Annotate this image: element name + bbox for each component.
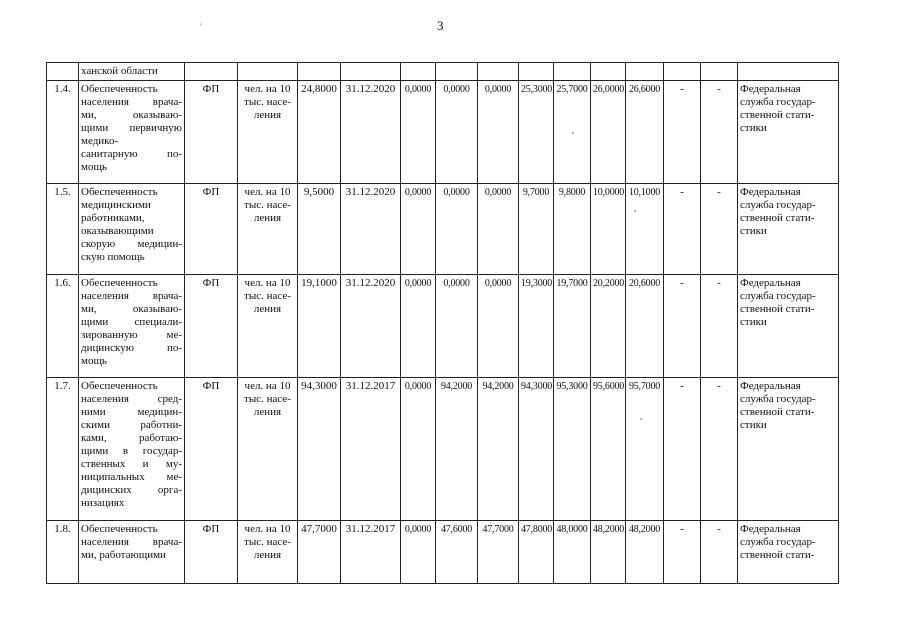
base-value: 19,1000 <box>298 275 341 378</box>
year-value: 48,2000 <box>626 521 664 584</box>
indicator-type: ФП <box>185 81 238 184</box>
indicator-type: ФП <box>185 378 238 521</box>
cell <box>701 63 738 81</box>
cell-line: ственных и му- <box>81 458 182 470</box>
row-number: 1.7. <box>47 378 79 521</box>
cell-line: Обеспеченность <box>81 277 158 289</box>
cell-line: тыс. насе- <box>244 393 291 405</box>
dash-cell: - <box>701 184 738 275</box>
year-value: 20,2000 <box>591 275 626 378</box>
cell-line: щими в государ- <box>81 445 182 457</box>
cell-line: служба государ- <box>740 290 816 302</box>
indicator-name <box>79 521 185 584</box>
cell-line: ления <box>253 406 282 418</box>
cell-line: служба государ- <box>740 536 816 548</box>
year-value: 9,8000 <box>554 184 591 275</box>
cell <box>298 63 341 81</box>
cell-line: ственной стати- <box>740 406 815 418</box>
unit <box>238 521 298 584</box>
year-value: 0,0000 <box>401 81 436 184</box>
cell-line: мощь <box>81 161 107 173</box>
cell-line: скую помощь <box>81 251 145 263</box>
cell-line: Федеральная <box>740 83 801 95</box>
cell-line: ления <box>253 549 282 561</box>
cell-line: ними медицин- <box>81 406 182 418</box>
cell <box>519 63 554 81</box>
cell-line: ственной стати- <box>740 109 815 121</box>
cell-line: стики <box>740 225 767 237</box>
year-value: 19,7000 <box>554 275 591 378</box>
year-value: 0,0000 <box>401 184 436 275</box>
cell-line: зированную ме- <box>81 329 182 341</box>
year-value: 10,1000 <box>626 184 664 275</box>
year-value: 26,0000 <box>591 81 626 184</box>
year-value: 95,3000 <box>554 378 591 521</box>
indicators-table <box>46 62 839 584</box>
cell-line: тыс. насе- <box>244 290 291 302</box>
year-value: 48,2000 <box>591 521 626 584</box>
year-value: 0,0000 <box>401 521 436 584</box>
cell-line: ственной стати- <box>740 212 815 224</box>
base-value: 47,7000 <box>298 521 341 584</box>
year-value: 25,3000 <box>519 81 554 184</box>
year-value: 48,0000 <box>554 521 591 584</box>
name-cell: ханской области <box>79 63 185 81</box>
cell <box>664 63 701 81</box>
year-value: 47,6000 <box>436 521 478 584</box>
indicator-name <box>79 378 185 521</box>
year-value: 95,6000 <box>591 378 626 521</box>
cell-line: медицинскими <box>81 199 151 211</box>
cell-line: ми, оказываю- <box>81 109 182 121</box>
cell-line: Федеральная <box>740 380 801 392</box>
scan-mark: ' <box>200 22 202 32</box>
cell-line: чел. на 10 <box>244 186 291 198</box>
year-value: 94,2000 <box>436 378 478 521</box>
cell-line: ми, работающими <box>81 549 166 561</box>
cell-line: населения врача- <box>81 290 182 302</box>
table-row <box>47 521 839 584</box>
cell-line: тыс. насе- <box>244 96 291 108</box>
cell-line: Федеральная <box>740 186 801 198</box>
year-value: 95,7000 <box>626 378 664 521</box>
base-date: 31.12.2020 <box>341 81 401 184</box>
year-value: 0,0000 <box>478 275 519 378</box>
dash-cell: - <box>664 81 701 184</box>
year-value: 0,0000 <box>436 275 478 378</box>
year-value: 0,0000 <box>478 184 519 275</box>
cell <box>238 63 298 81</box>
year-value: 26,6000 <box>626 81 664 184</box>
dash-cell: - <box>701 521 738 584</box>
cell-line: щими специали- <box>81 316 182 328</box>
cell-line: служба государ- <box>740 393 816 405</box>
cell-line: населения врача- <box>81 536 182 548</box>
year-value: 0,0000 <box>478 81 519 184</box>
unit <box>238 378 298 521</box>
source <box>738 184 839 275</box>
cell <box>185 63 238 81</box>
base-value: 9,5000 <box>298 184 341 275</box>
year-value: 47,8000 <box>519 521 554 584</box>
cell-line: мощь <box>81 355 107 367</box>
cell-line: чел. на 10 <box>244 380 291 392</box>
year-value: 20,6000 <box>626 275 664 378</box>
year-value: 10,0000 <box>591 184 626 275</box>
year-value: 94,3000 <box>519 378 554 521</box>
row-number: 1.4. <box>47 81 79 184</box>
cell-line: чел. на 10 <box>244 83 291 95</box>
base-date: 31.12.2020 <box>341 275 401 378</box>
indicator-name <box>79 81 185 184</box>
cell-line: Обеспеченность <box>81 186 158 198</box>
dash-cell: - <box>664 275 701 378</box>
dash-cell: - <box>664 521 701 584</box>
cell <box>626 63 664 81</box>
cell-line: стики <box>740 316 767 328</box>
cell <box>738 63 839 81</box>
table-row <box>47 378 839 521</box>
cell-line: ления <box>253 303 282 315</box>
cell-line: ками, работаю- <box>81 432 182 444</box>
cell-line: Федеральная <box>740 523 801 535</box>
base-value: 24,8000 <box>298 81 341 184</box>
year-value: 0,0000 <box>401 275 436 378</box>
cell-line: служба государ- <box>740 199 816 211</box>
table-row <box>47 81 839 184</box>
cell-line: ственной стати- <box>740 303 815 315</box>
table-row <box>47 275 839 378</box>
cell-line: ми, оказываю- <box>81 303 182 315</box>
indicator-name <box>79 184 185 275</box>
year-value: 0,0000 <box>436 81 478 184</box>
cell-line: стики <box>740 419 767 431</box>
dash-cell: - <box>701 378 738 521</box>
cell <box>341 63 401 81</box>
cell-line: Обеспеченность <box>81 83 158 95</box>
cell-line: медико- <box>81 135 119 147</box>
cell-line: ниципальных ме- <box>81 471 182 483</box>
year-value: 9,7000 <box>519 184 554 275</box>
year-value: 94,2000 <box>478 378 519 521</box>
cell-line: стики <box>740 122 767 134</box>
cell-line: оказывающими <box>81 225 154 237</box>
source <box>738 275 839 378</box>
row-number: 1.6. <box>47 275 79 378</box>
indicator-name <box>79 275 185 378</box>
cell-line: скорую медицин- <box>81 238 182 250</box>
cell-line: ления <box>253 212 282 224</box>
year-value: 19,3000 <box>519 275 554 378</box>
cell-line: Федеральная <box>740 277 801 289</box>
cell <box>47 63 79 81</box>
indicator-type: ФП <box>185 184 238 275</box>
cell <box>591 63 626 81</box>
unit <box>238 184 298 275</box>
cell-line: низациях <box>81 497 125 509</box>
cell-line: Обеспеченность <box>81 380 158 392</box>
dash-cell: - <box>701 275 738 378</box>
page-number: 3 <box>437 18 444 33</box>
year-value: 0,0000 <box>401 378 436 521</box>
row-number: 1.5. <box>47 184 79 275</box>
dash-cell: - <box>664 378 701 521</box>
cell-line: чел. на 10 <box>244 277 291 289</box>
indicator-type: ФП <box>185 521 238 584</box>
cell-line: населения сред- <box>81 393 182 405</box>
cell-line: тыс. насе- <box>244 536 291 548</box>
cell <box>478 63 519 81</box>
base-value: 94,3000 <box>298 378 341 521</box>
continuation-row <box>47 63 839 81</box>
row-number: 1.8. <box>47 521 79 584</box>
cell-line: чел. на 10 <box>244 523 291 535</box>
cell-line: служба государ- <box>740 96 816 108</box>
unit <box>238 275 298 378</box>
unit <box>238 81 298 184</box>
cell <box>554 63 591 81</box>
dash-cell: - <box>664 184 701 275</box>
cell-line: санитарную по- <box>81 148 182 160</box>
cell-line: тыс. насе- <box>244 199 291 211</box>
cell-line: ления <box>253 109 282 121</box>
base-date: 31.12.2020 <box>341 184 401 275</box>
cell-line: населения врача- <box>81 96 182 108</box>
cell-line: щими первичную <box>81 122 182 134</box>
source <box>738 378 839 521</box>
source <box>738 521 839 584</box>
source <box>738 81 839 184</box>
base-date: 31.12.2017 <box>341 378 401 521</box>
cell <box>436 63 478 81</box>
cell-line: Обеспеченность <box>81 523 158 535</box>
year-value: 25,7000 <box>554 81 591 184</box>
cell-line: скими работни- <box>81 419 182 431</box>
dash-cell: - <box>701 81 738 184</box>
base-date: 31.12.2017 <box>341 521 401 584</box>
cell-line: работниками, <box>81 212 145 224</box>
cell <box>401 63 436 81</box>
cell-line: дицинскую по- <box>81 342 182 354</box>
cell-line: дицинских орга- <box>81 484 182 496</box>
table-row <box>47 184 839 275</box>
year-value: 0,0000 <box>436 184 478 275</box>
indicator-type: ФП <box>185 275 238 378</box>
year-value: 47,7000 <box>478 521 519 584</box>
cell-line: ственной стати- <box>740 549 815 561</box>
